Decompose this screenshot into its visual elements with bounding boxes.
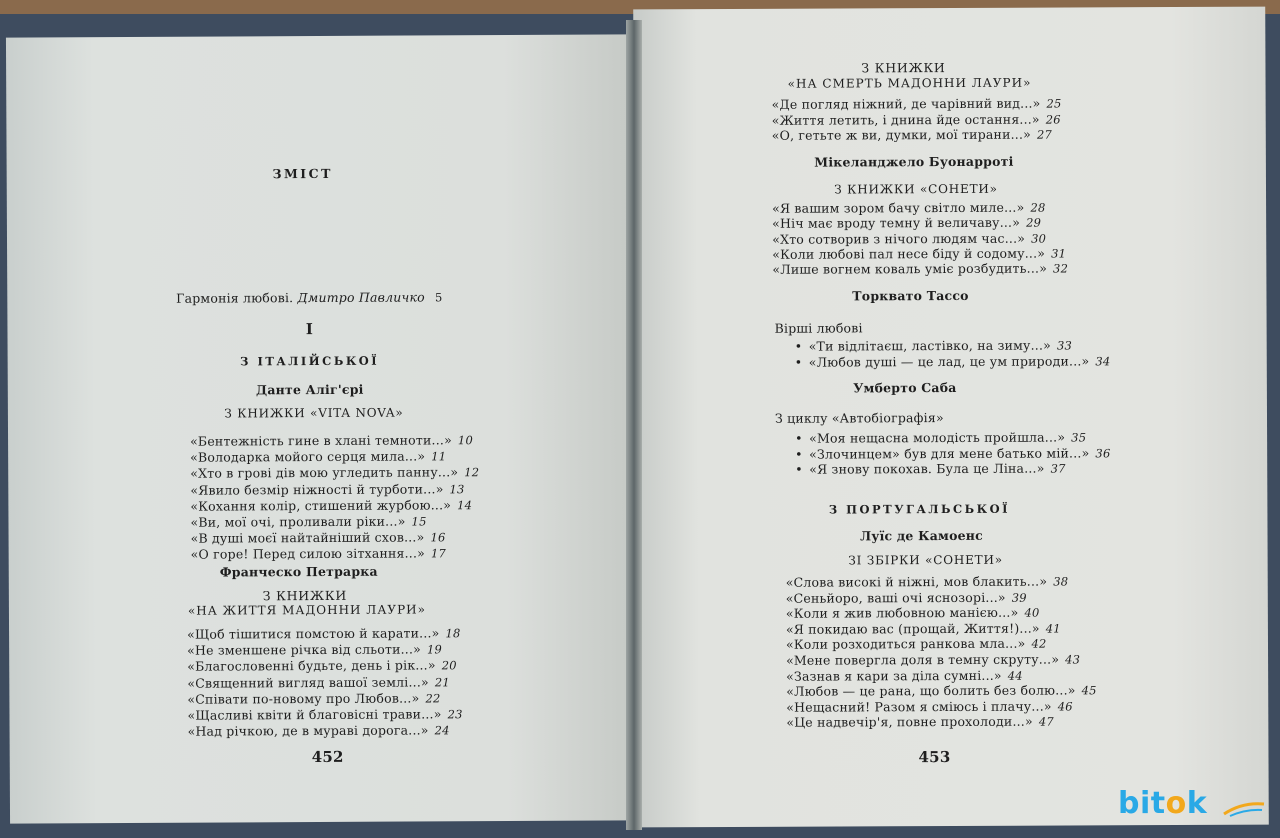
logo-swoosh-icon	[1222, 800, 1266, 818]
poem-title: «Ти відлітаєш, ластівко, на зиму...»	[808, 337, 1052, 354]
toc-entry	[190, 497, 472, 513]
toc-entry	[772, 127, 1052, 143]
toc-entry	[187, 658, 457, 674]
toc-entry	[187, 690, 440, 706]
toc-entry	[786, 667, 1023, 683]
poem-title: «Зазнав я кари за діла сумні...»	[786, 667, 1002, 684]
poem-title: «Я знову покохав. Була це Ліна...»	[809, 460, 1045, 477]
poem-title: «Я вашим зором бачу світло миле...»	[772, 199, 1025, 216]
toc-entry	[786, 573, 1069, 589]
page-number-right: 453	[918, 748, 951, 767]
dante-book-title: З КНИЖКИ «VITA NOVA»	[224, 405, 404, 421]
page-ref: 42	[1031, 636, 1047, 652]
poem-title: «Моя нещасна молодість пройшла...»	[809, 429, 1066, 446]
page-ref: 26	[1045, 112, 1061, 127]
poem-title: «Любов — це рана, що болить без болю...»	[786, 682, 1076, 699]
toc-entry	[795, 445, 1110, 461]
toc-entry	[786, 698, 1073, 714]
toc-entry	[772, 200, 1045, 216]
poem-title: «Ви, мої очі, проливали ріки...»	[190, 513, 406, 530]
saba-cycle-title: З циклу «Автобіографія»	[774, 410, 944, 426]
page-ref: 29	[1026, 215, 1042, 230]
book-spine-gutter	[626, 20, 642, 830]
bullet-icon: •	[794, 354, 803, 370]
laura-book-line1: З КНИЖКИ	[861, 60, 946, 76]
page-ref: 18	[445, 626, 461, 641]
tasso-cycle-title: Вірші любові	[774, 320, 863, 336]
toc-entry	[786, 651, 1080, 667]
section-portuguese: З ПОРТУГАЛЬСЬКОЇ	[828, 501, 1011, 517]
page-ref: 16	[430, 530, 446, 545]
page-ref: 43	[1065, 652, 1081, 667]
petrarca-book-line2: «НА ЖИТТЯ МАДОННИ ЛАУРИ»	[187, 602, 426, 618]
toc-entry	[190, 449, 446, 465]
poem-title: «Життя летить, і днина йде остання...»	[771, 111, 1040, 128]
author-michelangelo: Мікеланджело Буонарроті	[814, 153, 1014, 170]
page-ref: 13	[449, 481, 465, 496]
page-ref: 21	[434, 674, 450, 689]
poem-title: «Це надвечір'я, повне прохолоди...»	[786, 714, 1033, 731]
toc-entry	[191, 530, 446, 546]
toc-entry	[786, 620, 1061, 636]
bullet-icon: •	[795, 461, 803, 477]
poem-title: «Де погляд ніжний, де чарівний вид...»	[771, 95, 1041, 112]
toc-entry	[190, 432, 473, 448]
poem-title: «Хто сотворив з нічого людям час...»	[772, 230, 1026, 247]
poem-title: «Благословенні будьте, день і рік...»	[187, 657, 436, 675]
toc-entry	[190, 481, 464, 497]
toc-entry	[187, 642, 442, 658]
poem-title: «Щасливі квіти й благовісні трави...»	[187, 706, 442, 723]
toc-entry	[786, 589, 1027, 605]
bullet-icon: •	[794, 338, 803, 354]
page-ref: 25	[1046, 96, 1062, 111]
toc-entry	[786, 605, 1040, 621]
intro-entry	[176, 289, 443, 305]
toc-entry	[786, 683, 1097, 699]
page-ref: 27	[1036, 127, 1053, 142]
poem-title: «О горе! Перед силою зітхання...»	[190, 545, 426, 563]
poem-title: «Бентежність гине в хлані темноти...»	[190, 432, 452, 449]
toc-entry	[190, 513, 426, 529]
page-ref: 34	[1095, 353, 1111, 368]
intro-author: Дмитро Павличко	[297, 289, 425, 306]
page-ref: 47	[1038, 714, 1054, 730]
poem-title: «О, гетьте ж ви, думки, мої тирани...»	[771, 126, 1032, 143]
poem-title: «Співати по-новому про Любов...»	[187, 690, 420, 707]
page-ref: 22	[425, 691, 441, 706]
poem-title: «Нещасний! Разом я сміюсь і плачу...»	[786, 698, 1052, 715]
poem-title: «Любов душі — це лад, це ум природи...»	[808, 352, 1090, 370]
section-italian: З ІТАЛІЙСЬКОЇ	[240, 353, 380, 369]
toc-entry	[187, 706, 462, 722]
page-ref: 30	[1031, 231, 1047, 246]
left-page	[6, 34, 632, 823]
poem-title: «Коли розходиться ранкова мла...»	[785, 636, 1026, 653]
page-ref: 15	[411, 514, 427, 529]
bullet-icon: •	[795, 446, 803, 462]
camoes-book-title: ЗІ ЗБІРКИ «СОНЕТИ»	[848, 552, 1003, 568]
toc-entry	[795, 461, 1065, 477]
page-ref: 11	[431, 449, 447, 464]
poem-title: «Явило безмір ніжності й турботи...»	[190, 480, 444, 498]
toc-entry	[187, 625, 461, 641]
poem-title: «Володарка мойого серця мила...»	[190, 448, 426, 465]
page-ref: 40	[1024, 605, 1040, 620]
page-ref: 23	[447, 707, 463, 722]
toc-entry	[772, 230, 1046, 246]
poem-title: «Ніч має вроду темну й величаву...»	[772, 214, 1021, 232]
poem-title: «Коли я жив любовною манією...»	[785, 604, 1019, 621]
page-ref: 36	[1095, 445, 1111, 460]
poem-title: «Хто в грові дів мою угледить панну...»	[190, 464, 459, 482]
toc-entry	[190, 465, 479, 482]
poem-title: «Кохання колір, стишений журбою...»	[190, 497, 452, 514]
page-ref: 17	[430, 546, 447, 561]
poem-title: «Злочинцем» був для мене батько мій...»	[809, 444, 1090, 462]
page-ref: 46	[1057, 699, 1073, 714]
intro-title: Гармонія любові.	[176, 290, 298, 306]
bitok-logo	[1118, 786, 1268, 826]
page-ref: 14	[457, 497, 473, 513]
page-ref: 38	[1053, 574, 1069, 589]
author-dante: Данте Аліг'єрі	[255, 381, 364, 398]
toc-entry	[786, 636, 1047, 652]
toc-entry	[772, 215, 1041, 231]
page-ref: 39	[1011, 590, 1027, 605]
toc-entry	[191, 546, 446, 562]
page-ref: 19	[426, 642, 443, 657]
author-petrarca: Франческо Петрарка	[219, 563, 378, 580]
toc-entry	[786, 714, 1054, 730]
poem-title: «Щоб тішитися помстою й карати...»	[187, 625, 440, 642]
page-number-left: 452	[311, 747, 344, 767]
toc-entry	[795, 429, 1086, 445]
author-camoes: Луїс де Камоенс	[860, 527, 983, 544]
poem-title: «Лише вогнем коваль уміє розбудить...»	[772, 260, 1048, 277]
page-ref: 37	[1050, 461, 1066, 476]
page-ref: 10	[457, 433, 473, 448]
toc-heading: ЗМІСТ	[272, 165, 333, 182]
page-ref: 28	[1030, 200, 1046, 215]
poem-title: «Мене повергла доля в темну скруту...»	[786, 651, 1060, 668]
toc-entry	[188, 723, 450, 739]
toc-entry	[772, 111, 1061, 127]
page-ref: 5	[434, 290, 443, 305]
poem-title: «Над річкою, де в мураві дорога...»	[187, 722, 429, 739]
poem-title: «Коли любові пал несе біду й содому...»	[772, 245, 1046, 262]
poem-title: «Сеньйоро, ваші очі яснозорі...»	[785, 589, 1006, 606]
poem-title: «Я покидаю вас (прощай, Життя!)...»	[785, 620, 1040, 637]
page-ref: 41	[1045, 621, 1061, 636]
page-ref: 12	[464, 465, 480, 480]
toc-entry	[795, 353, 1111, 369]
toc-entry	[795, 337, 1072, 353]
poem-title: «Слова високі й ніжні, мов блакить...»	[785, 573, 1048, 590]
bitok-logo-text: bitok	[1118, 786, 1208, 821]
page-ref: 31	[1051, 246, 1067, 261]
page-ref: 45	[1081, 683, 1097, 698]
toc-entry	[187, 674, 450, 690]
page-ref: 44	[1007, 668, 1023, 683]
toc-entry	[772, 261, 1068, 277]
page-ref: 20	[441, 658, 457, 673]
page-ref: 32	[1053, 261, 1069, 276]
laura-book-line2: «НА СМЕРТЬ МАДОННИ ЛАУРИ»	[787, 75, 1032, 91]
page-ref: 33	[1056, 338, 1073, 353]
toc-entry	[772, 96, 1062, 112]
poem-title: «Не зменшене річка від сльоти...»	[187, 641, 422, 658]
page-ref: 24	[434, 723, 450, 738]
poem-title: «Священний вигляд вашої землі...»	[187, 674, 429, 691]
petrarca-book-line1: З КНИЖКИ	[262, 587, 348, 604]
toc-entry	[772, 245, 1066, 261]
michelangelo-book-title: З КНИЖКИ «СОНЕТИ»	[834, 181, 998, 197]
right-page	[633, 7, 1269, 828]
poem-title: «В душі моєї найтайніший схов...»	[190, 529, 425, 546]
bullet-icon: •	[795, 430, 803, 446]
author-saba: Умберто Саба	[853, 379, 957, 396]
author-tasso: Торквато Тассо	[852, 287, 969, 304]
part-number: I	[305, 320, 314, 339]
page-ref: 35	[1071, 430, 1087, 445]
